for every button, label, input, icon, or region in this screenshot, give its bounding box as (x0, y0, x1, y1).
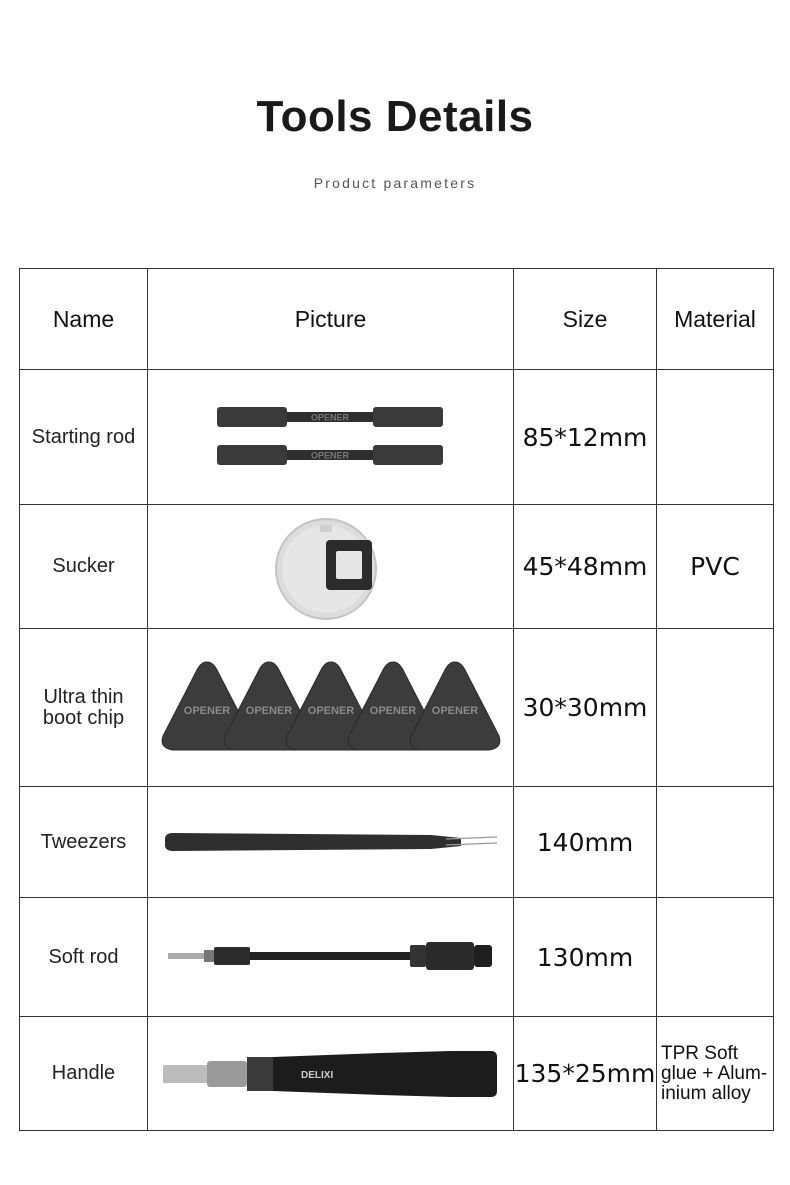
tool-size: 135*25mm (514, 1017, 657, 1131)
pick-brand-label: OPENER (431, 704, 478, 717)
tool-picture (148, 787, 514, 898)
tool-material: PVC (657, 505, 774, 629)
tool-name: Tweezers (20, 787, 148, 898)
tool-size: 45*48mm (514, 505, 657, 629)
tools-table (19, 268, 774, 1131)
screwdriver-handle-icon (161, 1047, 501, 1101)
tool-name: Sucker (20, 505, 148, 629)
page-subtitle: Product parameters (313, 175, 477, 191)
pick-brand-label: OPENER (307, 704, 354, 717)
table-row (20, 370, 774, 505)
tool-material (657, 1017, 774, 1131)
rod-brand-2: OPENER (310, 450, 349, 461)
column-header-size: Size (514, 269, 657, 370)
table-row (20, 1017, 774, 1131)
tool-name: Starting rod (20, 370, 148, 505)
tool-picture (148, 1017, 514, 1131)
tool-size: 30*30mm (514, 629, 657, 787)
tool-size: 140mm (514, 787, 657, 898)
starting-rod-icon (211, 397, 451, 477)
tool-size: 130mm (514, 898, 657, 1017)
table-header-row (20, 269, 774, 370)
suction-cup-icon (266, 511, 396, 623)
tool-material (657, 370, 774, 505)
pick-5 (410, 662, 500, 750)
tool-name-text: Ultra thin boot chip (42, 685, 125, 729)
tool-picture (148, 370, 514, 505)
tool-material (657, 787, 774, 898)
tool-picture (148, 629, 514, 787)
tool-name (20, 629, 148, 787)
column-header-picture: Picture (148, 269, 514, 370)
pick-brand-label: OPENER (183, 704, 230, 717)
column-header-name: Name (20, 269, 148, 370)
table-row (20, 629, 774, 787)
tool-name: Soft rod (20, 898, 148, 1017)
pick-brand-label: OPENER (369, 704, 416, 717)
tweezers-icon (161, 827, 501, 857)
tool-material (657, 898, 774, 1017)
flex-shaft-icon (166, 937, 496, 977)
table-row (20, 787, 774, 898)
tool-picture (148, 898, 514, 1017)
page-title: Tools Details (256, 92, 534, 141)
column-header-material: Material (657, 269, 774, 370)
tool-material (657, 629, 774, 787)
triangle-pick-icon (161, 658, 501, 758)
tool-material-text: TPR Soft glue + Alum- inium alloy (661, 1042, 768, 1104)
table-row (20, 505, 774, 629)
rod-brand-1: OPENER (310, 412, 349, 423)
pick-brand-label: OPENER (245, 704, 292, 717)
table-row (20, 898, 774, 1017)
tool-picture (148, 505, 514, 629)
tool-size: 85*12mm (514, 370, 657, 505)
handle-brand: DELIXI (300, 1069, 333, 1081)
tool-name: Handle (20, 1017, 148, 1131)
